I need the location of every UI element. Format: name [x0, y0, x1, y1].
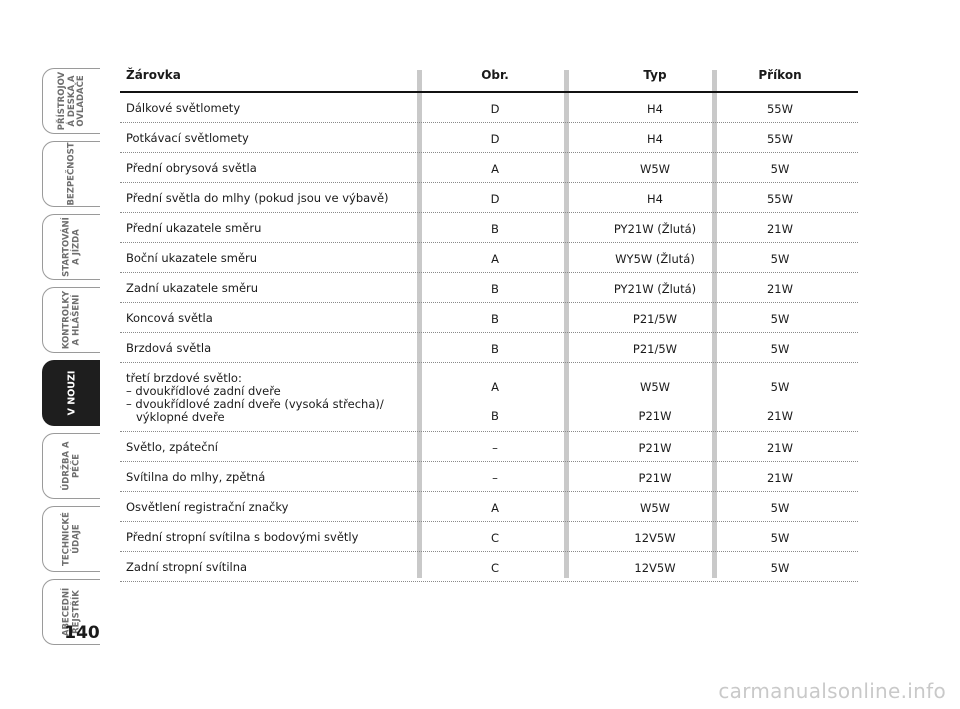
page-number: 140 — [64, 623, 100, 643]
cell-name: Brzdová světla — [126, 341, 212, 355]
cell-prikon: 21W — [766, 471, 793, 485]
table-row — [120, 522, 858, 552]
cell-obr: B — [491, 312, 499, 326]
cell-typ: W5W — [639, 501, 671, 515]
cell-typ: P21W — [638, 441, 672, 455]
cell-typ: H4 — [647, 192, 663, 206]
table-row — [120, 333, 858, 363]
table-row — [120, 93, 858, 123]
cell-name: Přední stropní svítilna s bodovými světly — [126, 530, 359, 544]
cell-prikon: 55W — [766, 132, 793, 146]
tab-pristrojova-deska[interactable] — [42, 68, 100, 134]
cell-typ: P21/5W — [632, 312, 678, 326]
cell-name: Přední obrysová světla — [126, 161, 257, 175]
cell-prikon: 5W — [770, 312, 790, 326]
watermark: carmanualsonline.info — [718, 679, 946, 703]
bulb-table — [120, 60, 858, 582]
header-prikon: Příkon — [758, 68, 802, 82]
cell-prikon: 21W — [766, 441, 793, 455]
cell-name: Zadní stropní svítilna — [126, 560, 248, 574]
tab-label: ÚDRŽBA A PÉČE — [61, 441, 81, 491]
header-zarovka: Žárovka — [126, 68, 181, 82]
tab-technicke-udaje[interactable] — [42, 506, 100, 572]
cell-typ: H4 — [647, 132, 663, 146]
cell-prikon: 55W — [766, 102, 793, 116]
cell-obr: D — [490, 192, 500, 206]
cell-obr: – — [492, 471, 498, 485]
cell-obr: B — [491, 282, 499, 296]
tab-label: PŘÍSTROJOV Á DESKA A OVLADAČE — [56, 71, 86, 131]
cell-name: Přední světla do mlhy (pokud jsou ve výbavě) — [126, 191, 389, 205]
tab-bezpecnost[interactable] — [42, 141, 100, 207]
cell-obr: D — [490, 132, 500, 146]
third-brake-line2: – dvoukřídlové zadní dveře (vysoká střecha)/ — [126, 397, 384, 411]
table-row-third-brake-light — [120, 363, 858, 432]
header-obr: Obr. — [481, 68, 509, 82]
cell-name: Dálkové světlomety — [126, 101, 241, 115]
table-row — [120, 303, 858, 333]
cell-typ: W5W — [639, 162, 671, 176]
cell-typ: PY21W (Žlutá) — [613, 282, 697, 296]
cell-typ — [590, 380, 720, 438]
cell-obr: B — [491, 342, 499, 356]
tab-label: TECHNICKÉ ÚDAJE — [61, 512, 81, 566]
tab-kontrolky[interactable] — [42, 287, 100, 353]
cell-typ: P21W — [638, 471, 672, 485]
obr-value: A — [491, 380, 499, 394]
table-row — [120, 462, 858, 492]
side-tabs — [42, 68, 104, 652]
third-brake-line3: výklopné dveře — [136, 410, 225, 424]
table-header — [120, 60, 858, 93]
cell-prikon: 21W — [766, 222, 793, 236]
cell-name: Potkávací světlomety — [126, 131, 249, 145]
table-row — [120, 243, 858, 273]
cell-obr: C — [490, 531, 500, 545]
cell-obr: – — [492, 441, 498, 455]
table-row — [120, 123, 858, 153]
cell-prikon: 5W — [770, 531, 790, 545]
cell-obr: A — [491, 252, 499, 266]
cell-typ: P21/5W — [632, 342, 678, 356]
table-row — [120, 153, 858, 183]
cell-name: Boční ukazatele směru — [126, 251, 258, 265]
cell-typ: 12V5W — [634, 531, 676, 545]
cell-name — [126, 372, 416, 424]
cell-name: Koncová světla — [126, 311, 213, 325]
tab-label: ABECEDNÍ REJSTŘÍK — [61, 587, 81, 637]
table-row — [120, 432, 858, 462]
header-typ: Typ — [643, 68, 667, 82]
cell-prikon: 5W — [770, 252, 790, 266]
tab-v-nouzi[interactable] — [42, 360, 100, 426]
cell-prikon: 5W — [770, 501, 790, 515]
tab-udrzba[interactable] — [42, 433, 100, 499]
cell-prikon: 5W — [770, 342, 790, 356]
third-brake-title: třetí brzdové světlo: — [126, 371, 242, 385]
cell-typ: H4 — [647, 102, 663, 116]
table-row — [120, 492, 858, 522]
cell-name: Osvětlení registrační značky — [126, 500, 289, 514]
cell-obr: A — [491, 501, 499, 515]
tab-label: KONTROLKY A HLÁŠENÍ — [61, 290, 81, 350]
typ-value: W5W — [639, 380, 671, 394]
cell-prikon: 5W — [770, 561, 790, 575]
cell-name: Zadní ukazatele směru — [126, 281, 259, 295]
table-row — [120, 183, 858, 213]
cell-obr: A — [491, 162, 499, 176]
prikon-value: 21W — [766, 409, 793, 423]
third-brake-line1: – dvoukřídlové zadní dveře — [126, 384, 281, 398]
table-row — [120, 552, 858, 582]
cell-obr: D — [490, 102, 500, 116]
table-row — [120, 273, 858, 303]
obr-value: B — [491, 409, 499, 423]
prikon-value: 5W — [770, 380, 790, 394]
cell-prikon: 5W — [770, 162, 790, 176]
cell-prikon — [750, 380, 810, 438]
cell-obr — [465, 380, 525, 438]
cell-name: Přední ukazatele směru — [126, 221, 262, 235]
typ-value: P21W — [638, 409, 672, 423]
tab-label: V NOUZI — [65, 370, 77, 416]
cell-prikon: 21W — [766, 282, 793, 296]
tab-label: BEZPEČNOST — [65, 142, 76, 206]
cell-name: Světlo, zpáteční — [126, 440, 219, 454]
cell-obr: C — [490, 561, 500, 575]
cell-name: Svítilna do mlhy, zpětná — [126, 470, 266, 484]
tab-startovani[interactable] — [42, 214, 100, 280]
cell-typ: PY21W (Žlutá) — [613, 222, 697, 236]
cell-prikon: 55W — [766, 192, 793, 206]
tab-label: STARTOVÁNÍ A JÍZDA — [61, 217, 81, 277]
cell-typ: 12V5W — [634, 561, 676, 575]
cell-obr: B — [491, 222, 499, 236]
table-row — [120, 213, 858, 243]
cell-typ: WY5W (Žlutá) — [615, 252, 695, 266]
